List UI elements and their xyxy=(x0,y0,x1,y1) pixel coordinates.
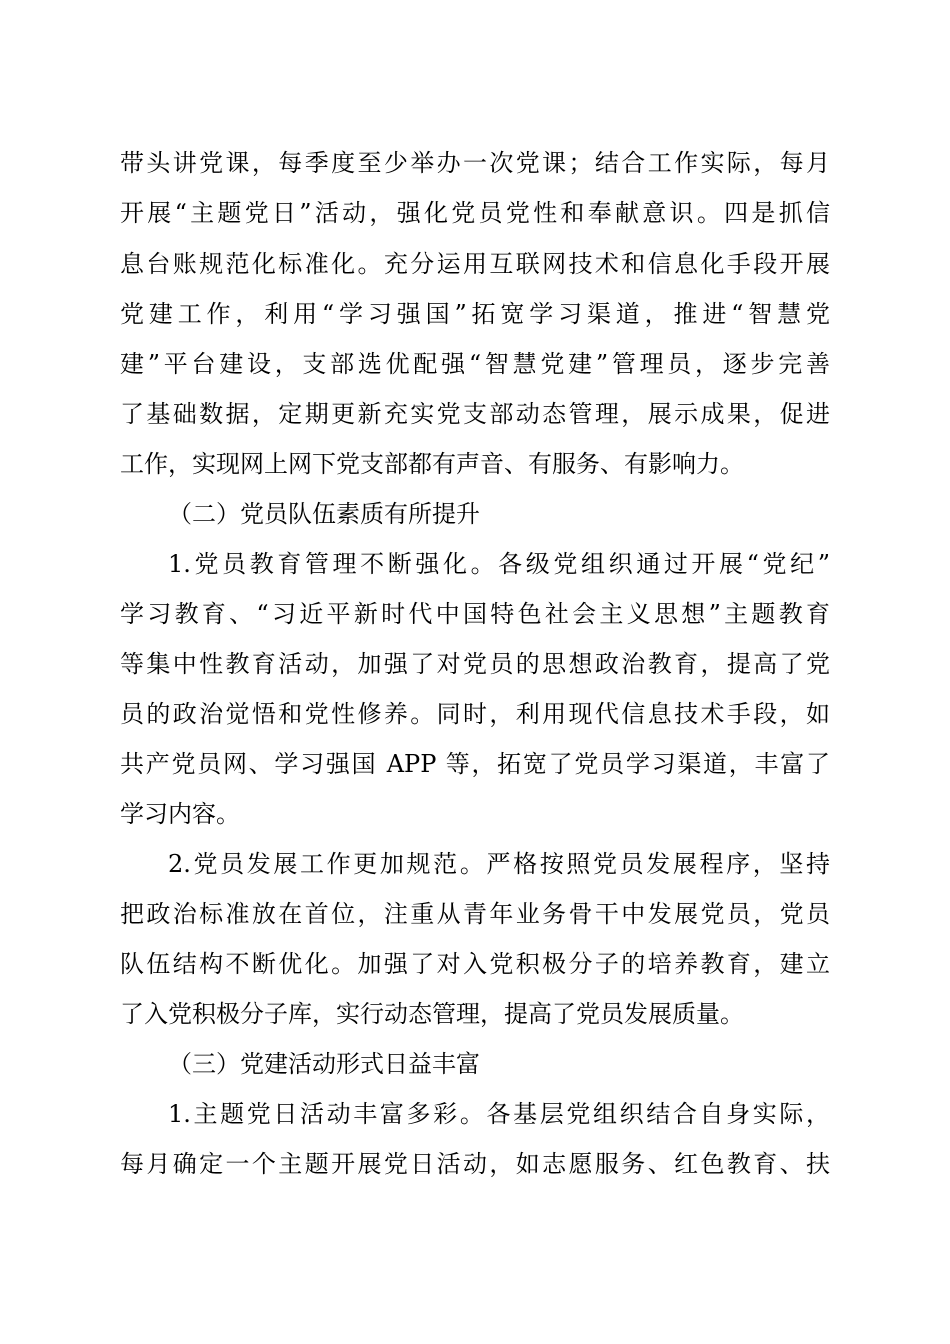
paragraph-line: 党建工作，利用“学习强国”拓宽学习渠道，推进“智慧党 xyxy=(120,300,830,328)
paragraph-line: 把政治标准放在首位，注重从青年业务骨干中发展党员，党员 xyxy=(120,900,830,928)
paragraph-line: 1.主题党日活动丰富多彩。各基层党组织结合自身实际， xyxy=(168,1100,830,1128)
section-heading: （二）党员队伍素质有所提升 xyxy=(168,500,480,528)
paragraph-line: 建”平台建设，支部选优配强“智慧党建”管理员，逐步完善 xyxy=(120,350,830,378)
paragraph-line: 带头讲党课，每季度至少举办一次党课；结合工作实际，每月 xyxy=(120,149,830,177)
paragraph-line: 2.党员发展工作更加规范。严格按照党员发展程序，坚持 xyxy=(168,850,830,878)
paragraph-line: 开展“主题党日”活动，强化党员党性和奉献意识。四是抓信 xyxy=(120,199,830,227)
paragraph-line: 学习内容。 xyxy=(120,800,240,828)
paragraph-line: 息台账规范化标准化。充分运用互联网技术和信息化手段开展 xyxy=(120,250,830,278)
paragraph-line: 队伍结构不断优化。加强了对入党积极分子的培养教育，建立 xyxy=(120,950,830,978)
paragraph-line: 了入党积极分子库，实行动态管理，提高了党员发展质量。 xyxy=(120,1000,744,1028)
paragraph-line: 员的政治觉悟和党性修养。同时，利用现代信息技术手段，如 xyxy=(120,700,830,728)
paragraph-line: 每月确定一个主题开展党日活动，如志愿服务、红色教育、扶 xyxy=(120,1150,830,1178)
paragraph-line: 学习教育、“习近平新时代中国特色社会主义思想”主题教育 xyxy=(120,600,830,628)
paragraph-line: 等集中性教育活动，加强了对党员的思想政治教育，提高了党 xyxy=(120,650,830,678)
paragraph-line: 工作，实现网上网下党支部都有声音、有服务、有影响力。 xyxy=(120,450,744,478)
paragraph-line: 了基础数据，定期更新充实党支部动态管理，展示成果，促进 xyxy=(120,400,830,428)
paragraph-line: 共产党员网、学习强国 APP 等，拓宽了党员学习渠道，丰富了 xyxy=(120,750,830,778)
paragraph-line: 1.党员教育管理不断强化。各级党组织通过开展“党纪” xyxy=(168,550,830,578)
section-heading: （三）党建活动形式日益丰富 xyxy=(168,1050,480,1078)
